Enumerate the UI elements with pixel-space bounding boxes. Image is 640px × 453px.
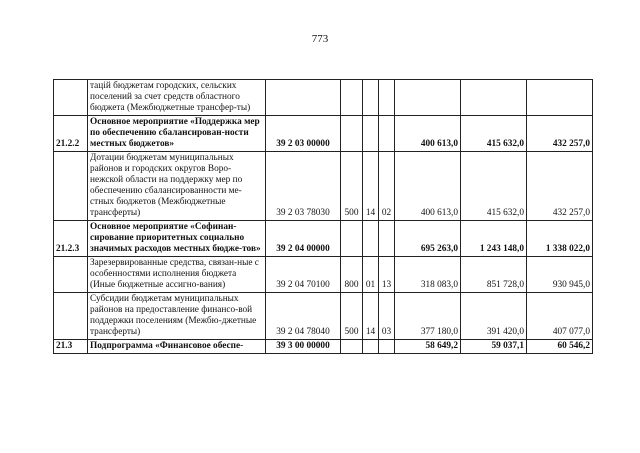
row-number-cell: 21.2.3 [54,221,88,257]
row-code-cell: 39 3 00 00000 [266,340,341,354]
row-value-1-cell: 318 083,0 [395,257,461,293]
row-pr-cell: 13 [379,257,395,293]
row-number-cell: 21.2.2 [54,116,88,152]
table-row [54,221,593,257]
row-value-1-cell: 695 263,0 [395,221,461,257]
row-pr-cell [379,80,395,116]
row-vr-cell [341,80,363,116]
row-code-cell: 39 2 03 78030 [266,152,341,221]
row-value-3-cell: 432 257,0 [527,152,593,221]
row-value-3-cell: 432 257,0 [527,116,593,152]
row-code-cell: 39 2 04 78040 [266,293,341,340]
row-name-cell: Зарезервированные средства, связан-ные с особенностями исполнения бюджета (Иные бюджетные ассигно-вания) [88,257,266,293]
row-value-2-cell: 59 037,1 [461,340,527,354]
row-rz-cell [363,221,379,257]
row-value-2-cell: 851 728,0 [461,257,527,293]
table-row [54,293,593,340]
row-value-1-cell: 400 613,0 [395,152,461,221]
row-value-1-cell: 58 649,2 [395,340,461,354]
row-value-2-cell [461,80,527,116]
row-vr-cell: 500 [341,152,363,221]
row-rz-cell: 01 [363,257,379,293]
row-name-cell: Основное мероприятие «Поддержка мер по обеспечению сбалансирован-ности местных бюджетов» [88,116,266,152]
row-vr-cell [341,221,363,257]
row-value-3-cell: 407 077,0 [527,293,593,340]
row-name-cell: Основное мероприятие «Софинан-сирование приоритетных социально значимых расходов местных бюдже-тов» [88,221,266,257]
row-number-cell [54,293,88,340]
table-row [54,340,593,354]
row-rz-cell: 14 [363,293,379,340]
row-value-1-cell: 400 613,0 [395,116,461,152]
table-row [54,152,593,221]
table-row [54,80,593,116]
row-value-3-cell [527,80,593,116]
page-number: 773 [311,33,329,45]
row-vr-cell [341,340,363,354]
row-rz-cell [363,116,379,152]
row-rz-cell [363,340,379,354]
row-code-cell: 39 2 04 00000 [266,221,341,257]
table-row [54,257,593,293]
row-name-cell: Подпрограмма «Финансовое обеспе- [88,340,266,354]
row-value-2-cell: 1 243 148,0 [461,221,527,257]
row-pr-cell: 03 [379,293,395,340]
budget-table [53,79,593,354]
row-value-3-cell: 60 546,2 [527,340,593,354]
row-pr-cell [379,221,395,257]
row-vr-cell: 500 [341,293,363,340]
row-name-cell: Субсидии бюджетам муниципальных районов на предоставление финансо-вой поддержки поселениям (Межбю-джетные трансферты) [88,293,266,340]
row-rz-cell [363,80,379,116]
row-code-cell [266,80,341,116]
table-row [54,116,593,152]
row-rz-cell: 14 [363,152,379,221]
row-value-3-cell: 930 945,0 [527,257,593,293]
row-pr-cell [379,116,395,152]
row-vr-cell [341,116,363,152]
row-pr-cell [379,340,395,354]
row-vr-cell: 800 [341,257,363,293]
row-value-2-cell: 415 632,0 [461,152,527,221]
row-name-cell: Дотации бюджетам муниципальных районов и городских округов Воро-нежской области на поддержку мер по обеспечению сбалансированности ме-стных бюджетов (Межбюджетные трансферты) [88,152,266,221]
row-code-cell: 39 2 04 70100 [266,257,341,293]
row-value-1-cell: 377 180,0 [395,293,461,340]
row-value-3-cell: 1 338 022,0 [527,221,593,257]
row-value-2-cell: 391 420,0 [461,293,527,340]
row-number-cell [54,257,88,293]
row-value-2-cell: 415 632,0 [461,116,527,152]
row-name-cell: тацій бюджетам городских, сельских поселений за счет средств областного бюджета (Межбюджетные трансфер-ты) [88,80,266,116]
row-number-cell [54,152,88,221]
row-number-cell [54,80,88,116]
row-number-cell: 21.3 [54,340,88,354]
row-value-1-cell [395,80,461,116]
row-code-cell: 39 2 03 00000 [266,116,341,152]
row-pr-cell: 02 [379,152,395,221]
